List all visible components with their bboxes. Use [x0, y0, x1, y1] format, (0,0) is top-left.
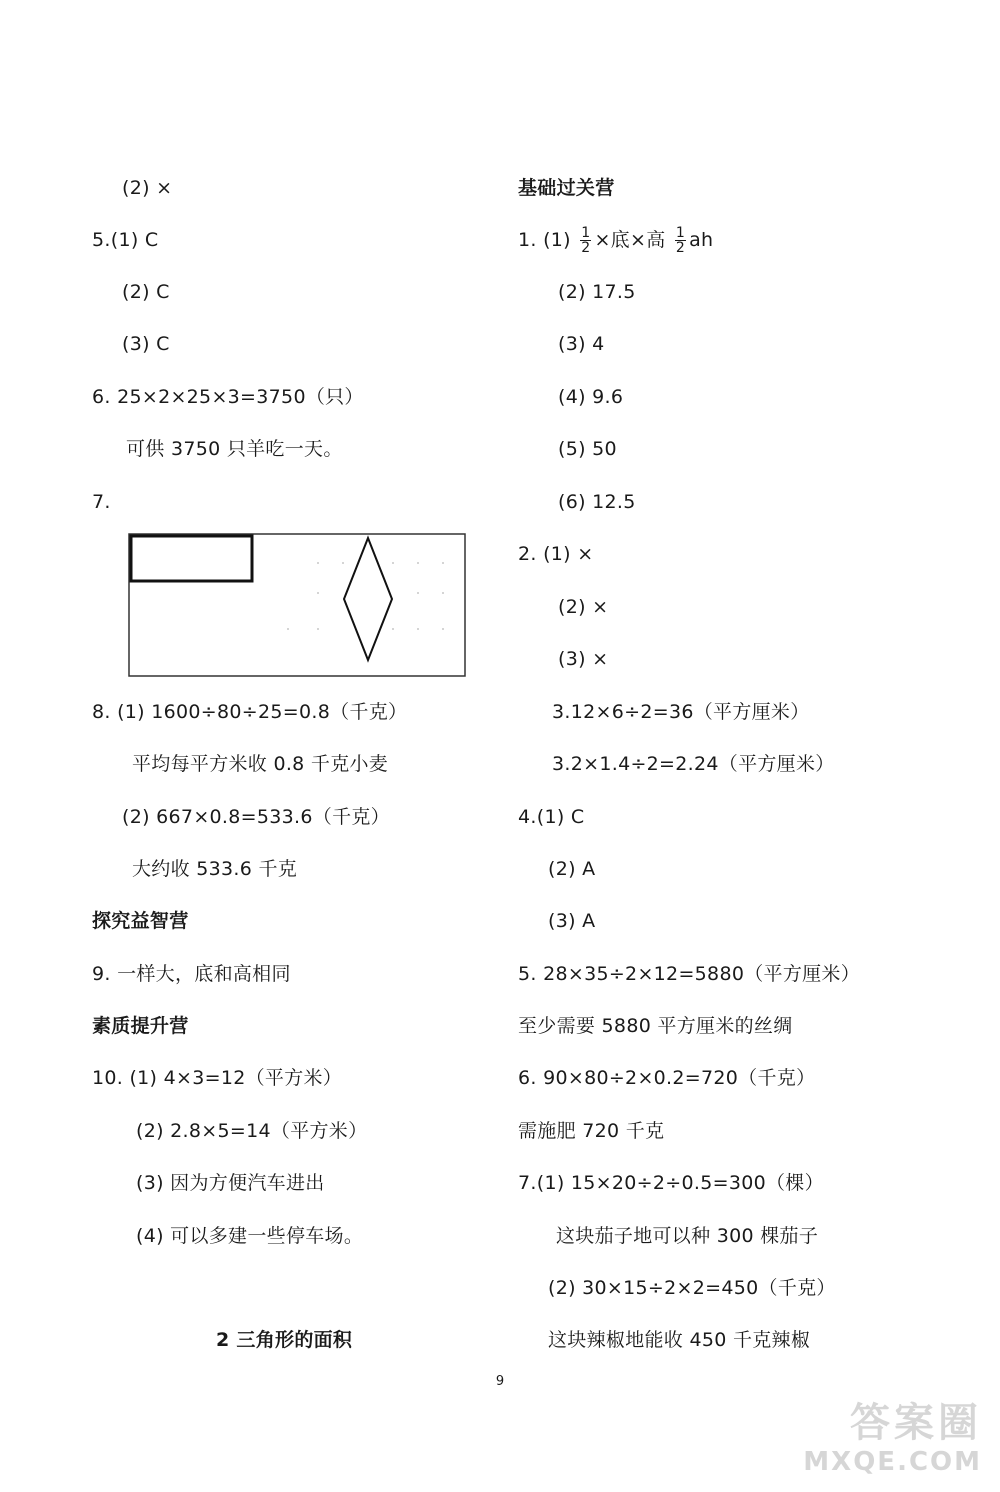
page-number: 9: [495, 1374, 505, 1389]
rhombus-shape: [344, 538, 392, 660]
answer-line: (3) C: [122, 333, 170, 355]
answer-line: 大约收 533.6 千克: [132, 858, 298, 880]
section-heading: 素质提升营: [92, 1015, 189, 1037]
chapter-title: 2 三角形的面积: [216, 1329, 353, 1351]
answer-line: 7.: [92, 491, 111, 513]
answer-line: (3) ×: [558, 648, 609, 670]
answer-line: (5) 50: [558, 438, 617, 460]
answer-line: (6) 12.5: [558, 491, 636, 513]
rectangle-shape: [131, 536, 252, 581]
answer-line: (2) 17.5: [558, 281, 636, 303]
answer-line: (3) A: [548, 910, 596, 932]
answer-line: 7.(1) 15×20÷2÷0.5=300（棵）: [518, 1172, 824, 1194]
answer-line: 9. 一样大，底和高相同: [92, 963, 291, 985]
answer-line: 5.(1) C: [92, 229, 159, 251]
answer-line: 6. 25×2×25×3=3750（只）: [92, 386, 364, 408]
fraction: $\frac{1}{2}$: [675, 225, 686, 256]
figure-frame: [129, 534, 465, 676]
answer-line: 3.12×6÷2=36（平方厘米）: [552, 701, 810, 723]
grid-dots: [287, 562, 444, 630]
answer-line: 需施肥 720 千克: [518, 1120, 665, 1142]
fraction: $\frac{1}{2}$: [581, 225, 591, 256]
answer-line: (2) ×: [122, 177, 173, 199]
answer-line: 这块辣椒地能收 450 千克辣椒: [548, 1329, 811, 1351]
answer-line: (2) 667×0.8=533.6（千克）: [122, 806, 390, 828]
answer-line: 5. 28×35÷2×12=5880（平方厘米）: [518, 963, 861, 985]
answer-line: 可供 3750 只羊吃一天。: [126, 438, 343, 460]
answer-line: (2) A: [548, 858, 596, 880]
answer-line-formula: 1. (1) $\frac{1}{2}$ ×底×高 $\frac{1}{2}$ ah: [518, 225, 714, 256]
answer-line: (3) 因为方便汽车进出: [136, 1172, 325, 1194]
answer-line: 这块茄子地可以种 300 棵茄子: [556, 1225, 819, 1247]
answer-line: 8. (1) 1600÷80÷25=0.8（千克）: [92, 701, 408, 723]
section-heading: 探究益智营: [92, 910, 189, 932]
section-heading: 基础过关营: [518, 177, 615, 199]
answer-line: (4) 9.6: [558, 386, 624, 408]
answer-line: 至少需要 5880 平方厘米的丝绸: [518, 1015, 793, 1037]
answer-line: 2. (1) ×: [518, 543, 594, 565]
answer-line: 3.2×1.4÷2=2.24（平方厘米）: [552, 753, 835, 775]
answer-line: 4.(1) C: [518, 806, 585, 828]
answer-line: 10. (1) 4×3=12（平方米）: [92, 1067, 343, 1089]
answer-line: (4) 可以多建一些停车场。: [136, 1225, 364, 1247]
question-number: 1. (1): [518, 229, 571, 251]
answer-line: (2) 30×15÷2×2=450（千克）: [548, 1277, 836, 1299]
answer-line: (2) 2.8×5=14（平方米）: [136, 1120, 368, 1142]
answer-line: 6. 90×80÷2×0.2=720（千克）: [518, 1067, 816, 1089]
answer-line: (3) 4: [558, 333, 605, 355]
answer-line: (2) ×: [558, 596, 609, 618]
question-7-figure: [128, 533, 468, 679]
answer-line: 平均每平方米收 0.8 千克小麦: [132, 753, 389, 775]
watermark-logo: 答案圈 MXQE.COM: [803, 1400, 982, 1477]
answer-line: (2) C: [122, 281, 170, 303]
